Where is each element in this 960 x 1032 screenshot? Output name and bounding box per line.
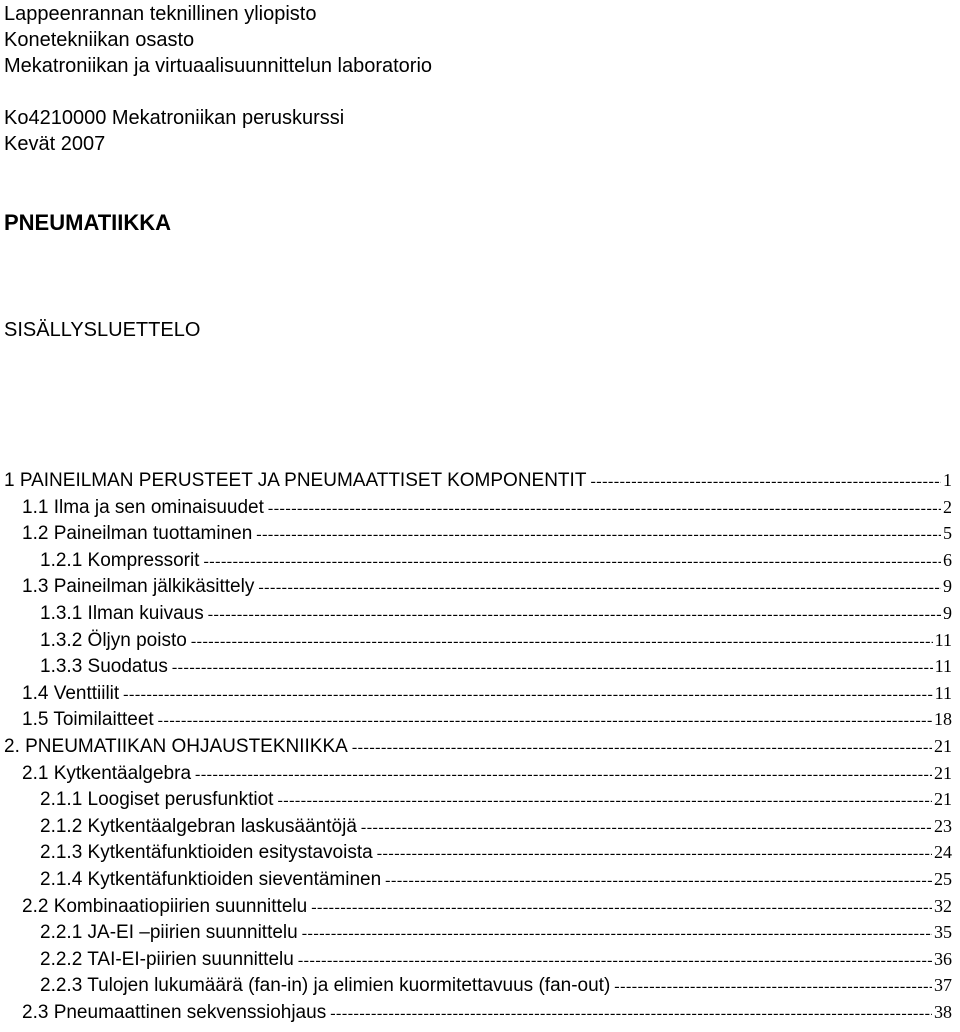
toc-entry-title: 1.3.3 Suodatus — [40, 656, 168, 678]
toc-entry[interactable] — [0, 706, 960, 733]
toc-entry[interactable] — [0, 786, 960, 813]
toc-entry-page-number: 32 — [934, 895, 952, 916]
toc-dot-leader — [172, 655, 933, 682]
toc-entry[interactable] — [0, 866, 960, 893]
toc-entry-page-number: 21 — [934, 762, 952, 783]
toc-entry[interactable] — [0, 680, 960, 707]
toc-entry-title: 1.3.2 Öljyn poisto — [40, 629, 187, 651]
toc-entry[interactable] — [0, 520, 960, 547]
toc-entry[interactable] — [0, 733, 960, 760]
toc-dot-leader — [268, 496, 941, 523]
university-name: Lappeenrannan teknillinen yliopisto — [4, 3, 317, 25]
toc-entry[interactable] — [0, 547, 960, 574]
toc-entry-title: 2.1.2 Kytkentäalgebran laskusääntöjä — [40, 815, 357, 837]
toc-dot-leader — [256, 522, 941, 549]
toc-entry-page-number: 11 — [934, 629, 952, 650]
toc-entry[interactable] — [0, 972, 960, 999]
toc-dot-leader — [377, 841, 932, 868]
toc-dot-leader — [330, 1001, 932, 1028]
toc-dot-leader — [277, 788, 932, 815]
department-name: Konetekniikan osasto — [4, 29, 195, 51]
toc-entry[interactable] — [0, 653, 960, 680]
toc-entry-title: 2.1 Kytkentäalgebra — [22, 762, 192, 784]
toc-entry[interactable] — [0, 760, 960, 787]
toc-entry-page-number: 9 — [943, 602, 952, 623]
toc-entry-title: 2.3 Pneumaattinen sekvenssiohjaus — [22, 1001, 327, 1023]
toc-entry[interactable] — [0, 946, 960, 973]
toc-dot-leader — [614, 974, 932, 1001]
toc-entry-title: 2.1.1 Loogiset perusfunktiot — [40, 789, 274, 811]
toc-dot-leader — [298, 948, 932, 975]
toc-dot-leader — [208, 602, 941, 629]
toc-heading: SISÄLLYSLUETTELO — [4, 319, 201, 341]
toc-dot-leader — [158, 708, 932, 735]
toc-entry-page-number: 21 — [934, 789, 952, 810]
toc-entry[interactable] — [0, 999, 960, 1026]
toc-dot-leader — [361, 815, 932, 842]
toc-dot-leader — [590, 469, 941, 496]
toc-entry-page-number: 11 — [934, 656, 952, 677]
toc-entry-title: 1.3 Paineilman jälkikäsittely — [22, 576, 255, 598]
toc-entry-page-number: 2 — [943, 496, 952, 517]
toc-entry-title: 2.2.3 Tulojen lukumäärä (fan-in) ja elimien kuormitettavuus (fan-out) — [40, 975, 611, 997]
toc-entry[interactable] — [0, 627, 960, 654]
toc-dot-leader — [352, 735, 932, 762]
toc-entry-title: 2.2.1 JA-EI –piirien suunnittelu — [40, 922, 298, 944]
toc-entry-title: 2.2 Kombinaatiopiirien suunnittelu — [22, 895, 308, 917]
toc-dot-leader — [302, 921, 932, 948]
toc-entry-page-number: 11 — [934, 682, 952, 703]
term: Kevät 2007 — [4, 133, 106, 155]
toc-entry-title: 2.1.3 Kytkentäfunktioiden esitystavoista — [40, 842, 373, 864]
toc-entry-title: 1.1 Ilma ja sen ominaisuudet — [22, 496, 264, 518]
toc-entry-page-number: 18 — [934, 709, 952, 730]
toc-entry[interactable] — [0, 893, 960, 920]
toc-entry[interactable] — [0, 839, 960, 866]
toc-entry-title: 1.2.1 Kompressorit — [40, 549, 200, 571]
toc-entry-page-number: 21 — [934, 735, 952, 756]
toc-entry[interactable] — [0, 919, 960, 946]
toc-entry-page-number: 1 — [943, 470, 952, 490]
toc-entry[interactable] — [0, 600, 960, 627]
toc-entry-title: 2.2.2 TAI-EI-piirien suunnittelu — [40, 948, 294, 970]
toc-entry-page-number: 35 — [934, 922, 952, 943]
toc-entry-page-number: 25 — [934, 868, 952, 889]
toc-entry-page-number: 6 — [943, 549, 952, 570]
document-title: PNEUMATIIKKA — [4, 210, 172, 235]
toc-entry[interactable] — [0, 467, 960, 494]
toc-entry-page-number: 37 — [934, 975, 952, 996]
toc-entry-page-number: 24 — [934, 842, 952, 863]
toc-dot-leader — [258, 575, 941, 602]
toc-entry-page-number: 9 — [943, 576, 952, 597]
toc-entry-title: 1 PAINEILMAN PERUSTEET JA PNEUMAATTISET KOMPONENTIT — [4, 470, 587, 491]
table-of-contents — [0, 467, 960, 1025]
toc-entry-title: 2. PNEUMATIIKAN OHJAUSTEKNIIKKA — [4, 735, 348, 757]
toc-dot-leader — [123, 682, 932, 709]
toc-entry[interactable] — [0, 813, 960, 840]
toc-entry-page-number: 23 — [934, 815, 952, 836]
toc-entry-page-number: 36 — [934, 948, 952, 969]
toc-dot-leader — [311, 895, 932, 922]
toc-entry-title: 2.1.4 Kytkentäfunktioiden sieventäminen — [40, 868, 382, 890]
course-name: Ko4210000 Mekatroniikan peruskurssi — [4, 107, 345, 129]
toc-entry-title: 1.2 Paineilman tuottaminen — [22, 523, 253, 545]
toc-entry-title: 1.4 Venttiilit — [22, 682, 120, 704]
toc-entry-page-number: 38 — [934, 1001, 952, 1022]
toc-entry-title: 1.3.1 Ilman kuivaus — [40, 602, 204, 624]
toc-dot-leader — [385, 868, 932, 895]
toc-dot-leader — [191, 629, 933, 656]
toc-entry-page-number: 5 — [943, 523, 952, 544]
toc-entry-title: 1.5 Toimilaitteet — [22, 709, 154, 731]
toc-dot-leader — [203, 549, 941, 576]
toc-entry[interactable] — [0, 573, 960, 600]
laboratory-name: Mekatroniikan ja virtuaalisuunnittelun laboratorio — [4, 55, 433, 77]
toc-dot-leader — [195, 762, 932, 789]
toc-entry[interactable] — [0, 494, 960, 521]
